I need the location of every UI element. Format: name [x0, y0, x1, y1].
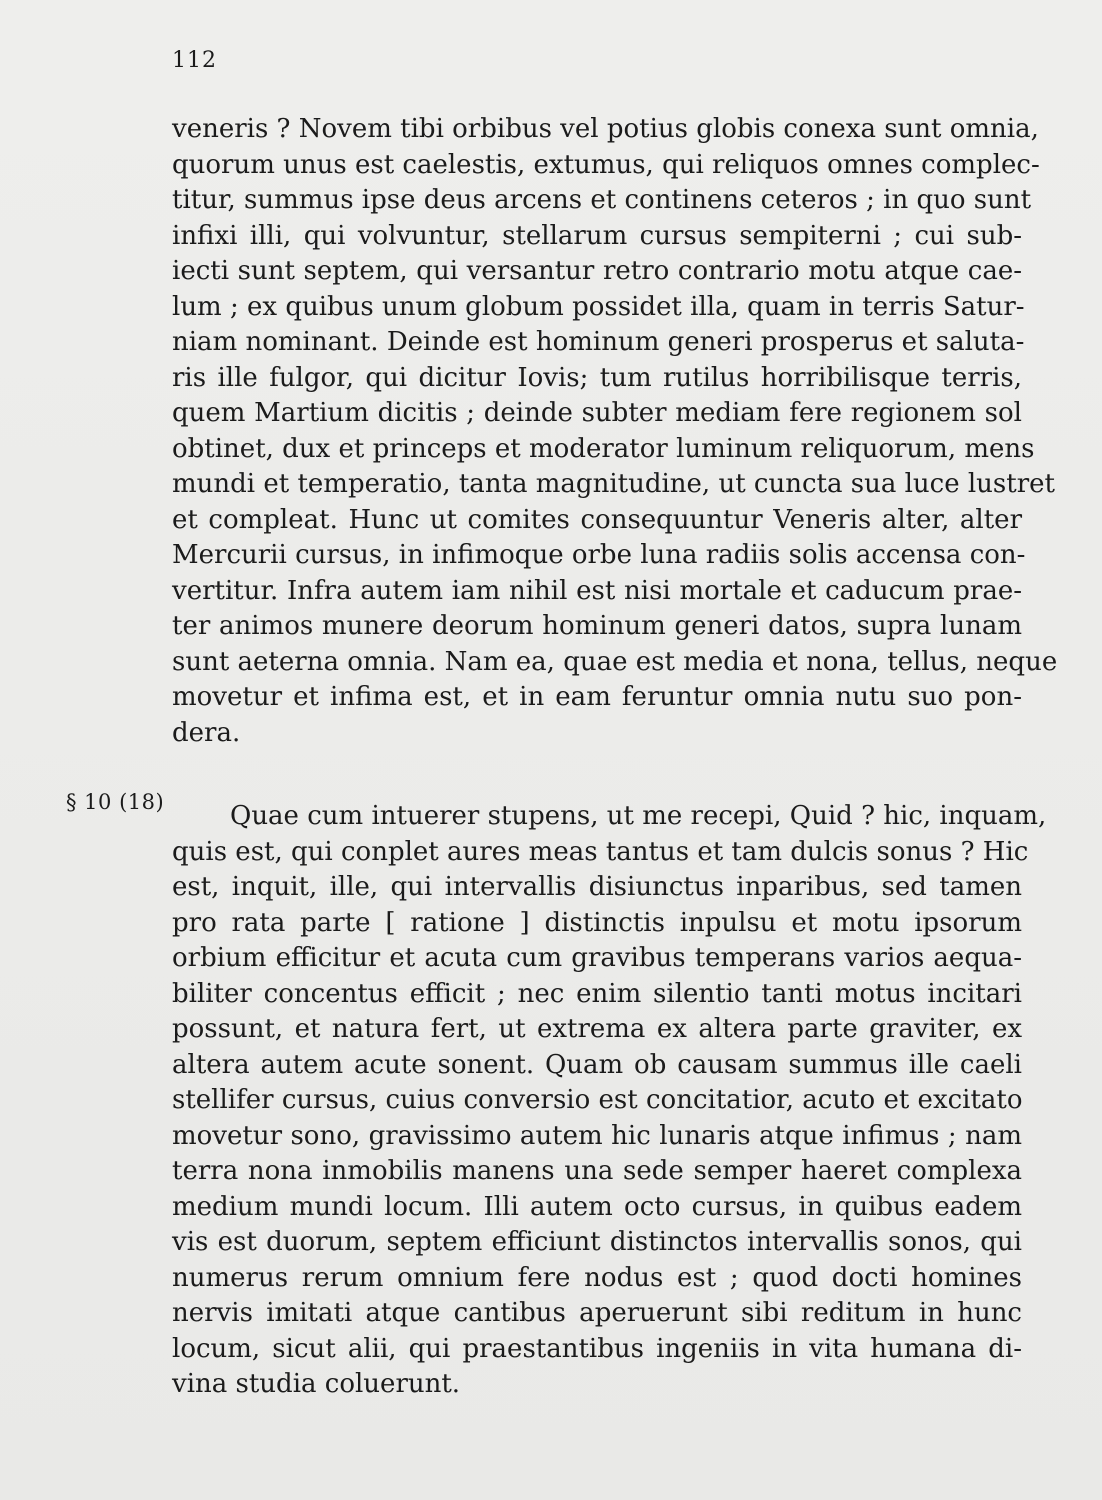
text-line: possunt, et natura fert, ut extrema ex altera parte graviter, ex: [172, 1014, 1022, 1044]
text-line: titur, summus ipse deus arcens et continens ceteros ; in quo sunt: [172, 185, 1032, 215]
text-line: Mercurii cursus, in infimoque orbe luna radiis solis accensa con-: [172, 540, 1026, 570]
text-line: orbium efficitur et acuta cum gravibus temperans varios aequa-: [172, 943, 1022, 973]
text-line: infixi illi, qui volvuntur, stellarum cursus sempiterni ; cui sub-: [172, 220, 1022, 251]
text-line: medium mundi locum. Illi autem octo cursus, in quibus eadem: [172, 1191, 1022, 1222]
text-line: iecti sunt septem, qui versantur retro contrario motu atque cae-: [172, 256, 1022, 286]
text-line: ris ille fulgor, qui dicitur Iovis; tum rutilus horribilisque terris,: [172, 362, 1022, 393]
text-line: movetur et infima est, et in eam feruntur omnia nutu suo pon-: [172, 682, 1022, 712]
text-line: quis est, qui conplet aures meas tantus et tam dulcis sonus ? Hic: [172, 836, 1029, 867]
section-marker: § 10 (18): [66, 790, 165, 814]
text-line: mundi et temperatio, tanta magnitudine, ut cuncta sua luce lustret: [172, 469, 1055, 499]
text-line: niam nominant. Deinde est hominum generi prosperus et saluta-: [172, 327, 1025, 357]
page-number: 112: [172, 48, 217, 73]
text-line: Quae cum intuerer stupens, ut me recepi, Quid ? hic, inquam,: [230, 801, 1047, 831]
text-line: veneris ? Novem tibi orbibus vel potius globis conexa sunt omnia,: [172, 114, 1039, 144]
text-line: sunt aeterna omnia. Nam ea, quae est media et nona, tellus, neque: [172, 646, 1058, 677]
paragraph-1: [172, 112, 1058, 751]
text-body: [172, 112, 1058, 1403]
text-line: altera autem acute sonent. Quam ob causam summus ille caeli: [172, 1049, 1022, 1080]
text-line: quorum unus est caelestis, extumus, qui reliquos omnes complec-: [172, 149, 1040, 180]
text-line: vina studia coluerunt.: [172, 1369, 461, 1399]
text-line: numerus rerum omnium fere nodus est ; quod docti homines: [172, 1262, 1022, 1293]
paragraph-2: [172, 799, 1047, 1403]
text-line: vis est duorum, septem efficiunt distinctos intervallis sonos, qui: [172, 1227, 1022, 1257]
text-line: vertitur. Infra autem iam nihil est nisi mortale et caducum prae-: [172, 575, 1022, 606]
text-line: locum, sicut alii, qui praestantibus ingeniis in vita humana di-: [172, 1333, 1022, 1364]
text-line: quem Martium dicitis ; deinde subter mediam fere regionem sol: [172, 398, 1022, 428]
text-line: nervis imitati atque cantibus aperuerunt sibi reditum in hunc: [172, 1298, 1022, 1328]
text-line: lum ; ex quibus unum globum possidet illa, quam in terris Satur-: [172, 291, 1025, 322]
text-line: movetur sono, gravissimo autem hic lunaris atque infimus ; nam: [172, 1120, 1022, 1151]
text-line: et compleat. Hunc ut comites consequuntur Veneris alter, alter: [172, 504, 1022, 535]
text-line: stellifer cursus, cuius conversio est concitatior, acuto et excitato: [172, 1085, 1023, 1115]
text-line: ter animos munere deorum hominum generi datos, supra lunam: [172, 611, 1022, 641]
text-line: pro rata parte [ ratione ] distinctis inpulsu et motu ipsorum: [172, 907, 1022, 938]
text-line: biliter concentus efficit ; nec enim silentio tanti motus incitari: [172, 978, 1022, 1009]
text-line: dera.: [172, 717, 241, 748]
text-line: est, inquit, ille, qui intervallis disiunctus inparibus, sed tamen: [172, 872, 1022, 902]
text-line: obtinet, dux et princeps et moderator luminum reliquorum, mens: [172, 433, 1035, 464]
text-line: terra nona inmobilis manens una sede semper haeret complexa: [172, 1156, 1022, 1186]
